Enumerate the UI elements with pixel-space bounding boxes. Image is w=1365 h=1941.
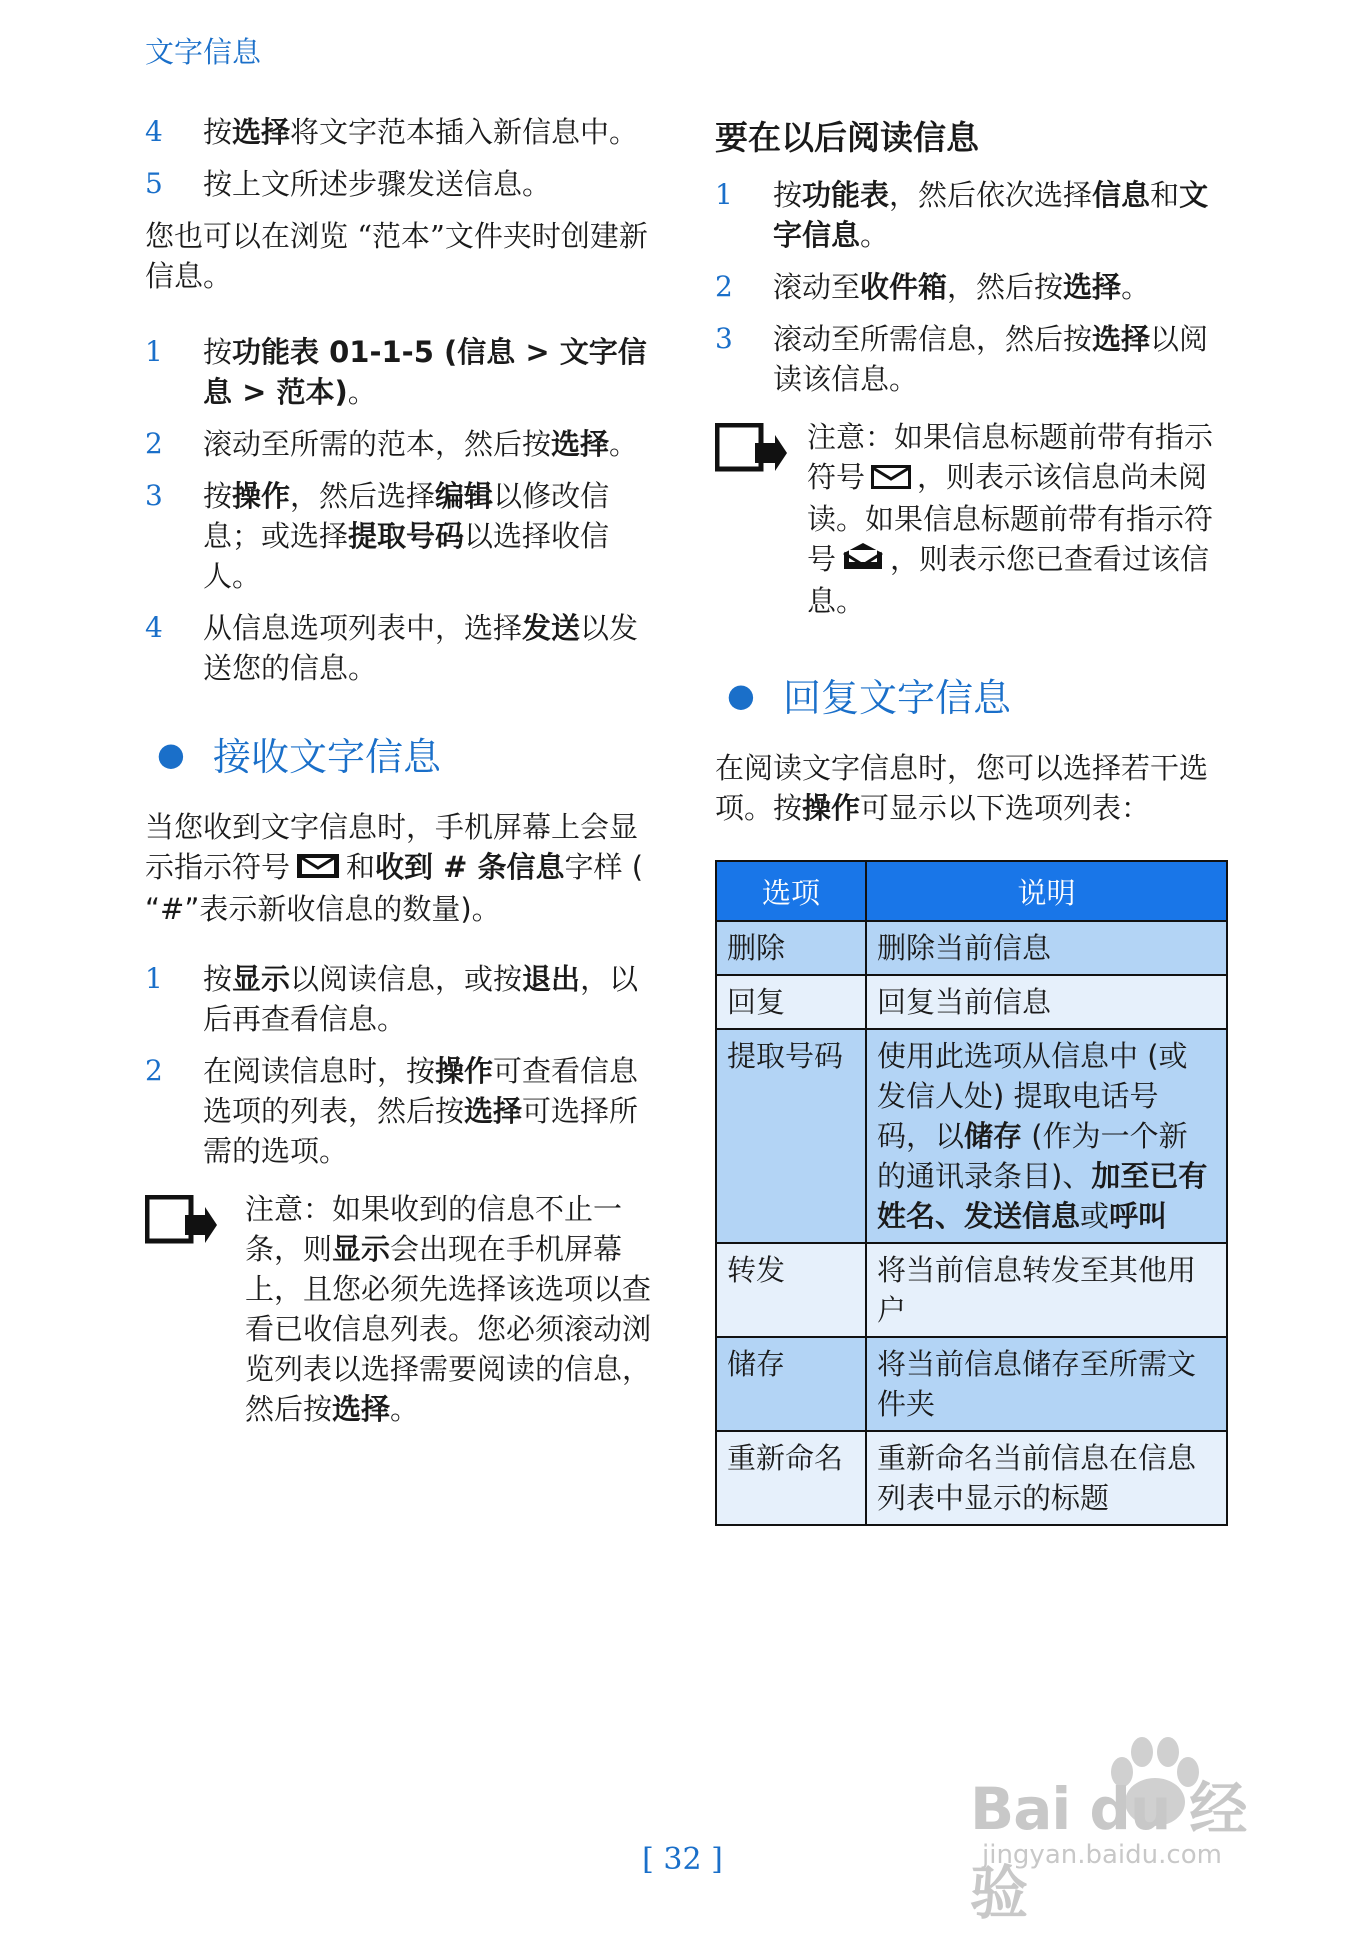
step-item: [715, 319, 1235, 399]
note-icon: [715, 417, 807, 621]
left-column: [145, 112, 655, 1429]
step-text: 滚动至收件箱，然后按选择。: [773, 270, 1151, 304]
step-item: [715, 175, 1235, 255]
step-number: 4: [145, 611, 163, 644]
step-number: 2: [145, 427, 163, 460]
step-number: 3: [145, 479, 163, 512]
section-title: 接收文字信息: [213, 735, 442, 779]
option-cell: 储存: [716, 1337, 866, 1431]
step-item: [145, 164, 655, 204]
step-number: 2: [715, 270, 733, 303]
watermark-url: jingyan.baidu.com: [982, 1840, 1222, 1870]
step-text: 滚动至所需的范本，然后按选择。: [203, 427, 639, 461]
section-heading-reply: [715, 667, 1235, 722]
description-cell: 将当前信息储存至所需文件夹: [866, 1337, 1227, 1431]
bullet-icon: ●: [727, 675, 755, 714]
description-cell: 回复当前信息: [866, 975, 1227, 1029]
bullet-icon: ●: [157, 734, 185, 773]
paragraph: 当您收到文字信息时，手机屏幕上会显示指示符号 和收到 # 条信息字样 ( “#”表示新收信息的数量)。: [145, 810, 644, 926]
table-row: [716, 921, 1227, 975]
note-icon: [145, 1189, 245, 1429]
page-number: [ 32 ]: [642, 1842, 723, 1877]
step-number: 5: [145, 167, 163, 200]
table-header-row: [716, 861, 1227, 921]
step-number: 3: [715, 322, 733, 355]
table-header-option: 选项: [716, 861, 866, 921]
option-cell: 提取号码: [716, 1029, 866, 1243]
step-number: 1: [145, 962, 163, 995]
running-header: 文字信息: [145, 35, 262, 69]
step-item: [145, 476, 655, 596]
watermark-brand: Bai du 经验: [970, 1775, 1247, 1927]
option-cell: 回复: [716, 975, 866, 1029]
description-cell: 将当前信息转发至其他用户: [866, 1243, 1227, 1337]
step-number: 2: [145, 1054, 163, 1087]
options-table: [715, 860, 1228, 1526]
table-row: [716, 1337, 1227, 1431]
step-item: [145, 608, 655, 688]
envelope-icon: [296, 849, 340, 889]
option-cell: 转发: [716, 1243, 866, 1337]
subheading: 要在以后阅读信息: [715, 118, 979, 157]
step-text: 按显示以阅读信息，或按退出，以后再查看信息。: [203, 962, 639, 1036]
table-header-description: 说明: [866, 861, 1227, 921]
step-number: 1: [715, 178, 733, 211]
paragraph: 您也可以在浏览 “范本”文件夹时创建新信息。: [145, 219, 648, 293]
opened-envelope-icon: [842, 541, 884, 581]
step-item: [715, 267, 1235, 307]
right-column: [715, 112, 1235, 1526]
table-row: [716, 1431, 1227, 1525]
watermark: [962, 1728, 1302, 1927]
envelope-icon: [871, 459, 911, 499]
table-row: [716, 1243, 1227, 1337]
description-cell: 使用此选项从信息中 (或发信人处) 提取电话号码，以储存 (作为一个新的通讯录条目)、加至已有姓名、发送信息或呼叫: [866, 1029, 1227, 1243]
note-block: [145, 1189, 655, 1429]
note-block: [715, 417, 1235, 621]
section-title: 回复文字信息: [783, 676, 1012, 720]
section-heading-receive: [145, 726, 655, 781]
option-cell: 重新命名: [716, 1431, 866, 1525]
step-number: 1: [145, 335, 163, 368]
step-number: 4: [145, 115, 163, 148]
description-cell: 删除当前信息: [866, 921, 1227, 975]
description-cell: 重新命名当前信息在信息列表中显示的标题: [866, 1431, 1227, 1525]
table-row: [716, 1029, 1227, 1243]
step-item: [145, 332, 655, 412]
step-text: 按功能表，然后依次选择信息和文字信息。: [773, 178, 1209, 252]
step-text: 在阅读信息时，按操作可查看信息选项的列表，然后按选择可选择所需的选项。: [203, 1054, 639, 1168]
step-item: [145, 112, 655, 152]
note-text: 注意：如果信息标题前带有指示符号 ，则表示该信息尚未阅读。如果信息标题前带有指示符号 ，则表示您已查看过该信息。: [807, 420, 1214, 618]
step-item: [145, 1051, 655, 1171]
step-item: [145, 959, 655, 1039]
step-text: 从信息选项列表中，选择发送以发送您的信息。: [203, 611, 639, 685]
step-text: 按上文所述步骤发送信息。: [203, 167, 552, 201]
note-text: 注意：如果收到的信息不止一条，则显示会出现在手机屏幕上，且您必须先选择该选项以查看已收信息列表。您必须滚动浏览列表以选择需要阅读的信息，然后按选择。: [245, 1192, 652, 1426]
step-text: 按选择将文字范本插入新信息中。: [203, 115, 639, 149]
table-row: [716, 975, 1227, 1029]
step-text: 按功能表 01-1-5 (信息 > 文字信息 > 范本)。: [203, 335, 647, 409]
option-cell: 删除: [716, 921, 866, 975]
step-item: [145, 424, 655, 464]
paragraph: 在阅读文字信息时，您可以选择若干选项。按操作可显示以下选项列表：: [715, 751, 1209, 825]
step-text: 滚动至所需信息，然后按选择以阅读该信息。: [773, 322, 1209, 396]
step-text: 按操作，然后选择编辑以修改信息；或选择提取号码以选择收信人。: [203, 479, 610, 593]
